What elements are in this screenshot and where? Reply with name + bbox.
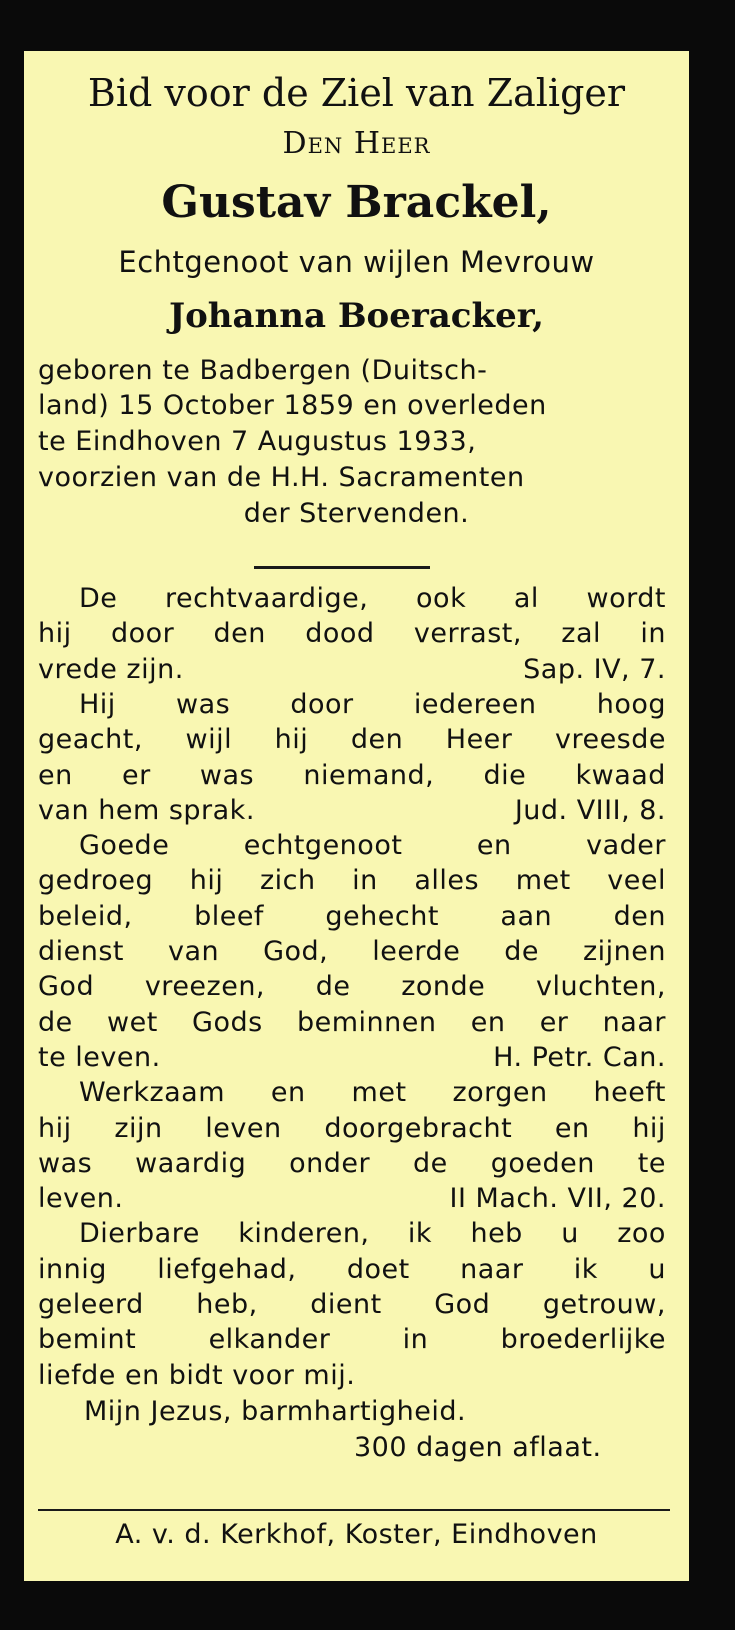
verse-word: geacht, <box>38 724 143 756</box>
verse-line <box>38 936 666 967</box>
verse-word: Hij <box>79 688 116 720</box>
verse-word: was <box>175 688 231 720</box>
deceased-name: Gustav Brackel, <box>161 177 552 228</box>
verse-word: Dierbare <box>79 1218 200 1250</box>
verse-word: geleerd <box>38 1289 144 1320</box>
verse-line <box>38 1148 666 1179</box>
verse-line <box>38 865 666 896</box>
verse-line <box>38 901 666 932</box>
verse-text: leven. <box>38 1183 124 1215</box>
verse-word: vreesde <box>554 724 666 756</box>
verse-word: ik <box>573 1253 598 1285</box>
verse-word: Goede <box>79 830 170 862</box>
verse-word: leerde <box>372 936 461 967</box>
verse-word: den <box>213 618 266 650</box>
verse-text: liefde en bidt voor mij. <box>38 1359 356 1391</box>
verse-word: bemint <box>38 1324 137 1356</box>
verse-word: kwaad <box>575 759 666 791</box>
verse-word: verrast, <box>413 618 522 650</box>
verse-word: er <box>539 1006 569 1038</box>
verse-word: en <box>270 1077 306 1109</box>
verse-word: broederlijke <box>500 1324 666 1356</box>
verse-word: God <box>38 971 95 1003</box>
verse-word: God, <box>263 936 329 967</box>
verse-word: hoog <box>596 688 666 720</box>
verse-text: te leven. <box>38 1041 161 1073</box>
verse-word: was <box>199 759 255 791</box>
verse-word: was <box>38 1147 93 1179</box>
verse-word: hij <box>38 1112 72 1144</box>
verse-word: door <box>110 618 175 650</box>
verse-line <box>38 1360 666 1391</box>
divider-rule <box>254 566 430 569</box>
verse-word: heb, <box>196 1289 258 1320</box>
verse-word: gehecht <box>325 900 439 932</box>
verse-reference: Jud. VIII, 8. <box>514 794 666 826</box>
verse-word: te <box>637 1147 666 1179</box>
verse-line <box>38 1007 666 1038</box>
verse-word: de <box>413 1147 448 1179</box>
verse-line <box>38 654 666 685</box>
verse-word: en <box>476 830 512 862</box>
verse-word: hij <box>38 618 72 650</box>
verse-word: zijn <box>114 1112 163 1144</box>
verse-word: heeft <box>593 1077 666 1109</box>
verse-word: leven <box>205 1112 282 1144</box>
verse-word: zijnen <box>582 936 666 967</box>
verse-word: hij <box>274 724 309 756</box>
printer-credit: A. v. d. Kerkhof, Koster, Eindhoven <box>115 1519 598 1550</box>
prayer-line: Mijn Jezus, barmhartigheid. <box>84 1396 467 1427</box>
verse-word: liefgehad, <box>157 1253 297 1285</box>
spouse-name: Johanna Boeracker, <box>169 296 544 336</box>
verse-word: alles <box>414 865 480 897</box>
verse-line <box>79 689 666 720</box>
verse-word: in <box>352 865 378 897</box>
verse-reference: H. Petr. Can. <box>493 1041 666 1073</box>
verse-word: veel <box>607 865 666 897</box>
verse-word: wijl <box>185 724 233 756</box>
verse-word: wet <box>107 1006 158 1038</box>
verse-word: kinderen, <box>238 1218 370 1250</box>
verse-word: ook <box>416 583 467 614</box>
verse-word: Werkzaam <box>79 1077 226 1109</box>
verse-word: met <box>351 1077 407 1109</box>
verse-word: zonde <box>401 971 486 1003</box>
verse-word: van <box>167 936 220 967</box>
verse-line <box>79 583 666 614</box>
verse-reference: II Mach. VII, 20. <box>449 1183 666 1215</box>
verse-word: de <box>504 936 540 967</box>
verse-line <box>79 1077 666 1108</box>
verse-line <box>38 760 666 791</box>
verse-word: met <box>515 865 571 897</box>
verse-word: in <box>640 618 666 650</box>
verse-line <box>38 1042 666 1073</box>
verse-line <box>79 1218 666 1249</box>
verse-word: beminnen <box>296 1006 437 1038</box>
verse-word: Heer <box>445 724 513 756</box>
verse-word: doet <box>346 1253 410 1285</box>
indulgence-line: 300 dagen aflaat. <box>354 1432 602 1463</box>
verse-word: aan <box>500 900 553 932</box>
verse-word: heb <box>470 1218 523 1250</box>
verse-line <box>38 1183 666 1214</box>
spouse-intro: Echtgenoot van wijlen Mevrouw <box>118 245 595 279</box>
invocation-line: Bid voor de Ziel van Zaliger <box>87 71 626 115</box>
verse-word: gedroeg <box>38 865 154 897</box>
verse-word: bleef <box>194 900 264 932</box>
verse-line <box>38 1289 666 1320</box>
verse-line <box>38 1113 666 1144</box>
verse-word: niemand, <box>303 759 435 791</box>
verse-line <box>38 795 666 826</box>
info-line-3: te Eindhoven 7 Augustus 1933, <box>38 426 477 457</box>
verse-word: en <box>38 759 73 791</box>
verse-word: zal <box>561 618 602 650</box>
verse-line <box>38 1254 666 1285</box>
verse-word: en <box>554 1112 590 1144</box>
info-line-1: geboren te Badbergen (Duitsch- <box>38 355 488 386</box>
verse-word: vader <box>586 830 666 862</box>
verse-word: vluchten, <box>536 971 666 1003</box>
verse-word: rechtvaardige, <box>165 583 369 614</box>
verse-word: door <box>290 688 354 720</box>
verse-word: vreezen, <box>144 971 266 1003</box>
verse-word: doorgebracht <box>324 1112 513 1144</box>
verse-word: wordt <box>586 583 666 614</box>
verse-word: hij <box>189 865 224 897</box>
verse-word: zorgen <box>452 1077 548 1109</box>
verse-text: van hem sprak. <box>38 794 255 826</box>
title-den-heer: Den Heer <box>282 126 431 161</box>
verse-line <box>38 1324 666 1355</box>
verse-text: vrede zijn. <box>38 653 184 685</box>
verse-word: al <box>513 583 539 614</box>
verse-word: God <box>434 1289 491 1320</box>
verse-word: er <box>121 759 151 791</box>
verse-word: u <box>561 1218 579 1250</box>
verse-reference: Sap. IV, 7. <box>523 653 666 685</box>
verse-word: zich <box>259 865 316 897</box>
verse-word: naar <box>460 1253 524 1285</box>
verse-word: ik <box>407 1218 433 1250</box>
verse-word: zoo <box>617 1218 666 1250</box>
verse-word: dood <box>305 618 375 650</box>
verse-word: hij <box>632 1112 666 1144</box>
verse-word: en <box>470 1006 506 1038</box>
verse-word: getrouw, <box>542 1289 666 1320</box>
verse-word: beleid, <box>38 900 133 932</box>
verse-word: iedereen <box>413 688 537 720</box>
verse-word: dienst <box>38 936 125 967</box>
verse-word: in <box>402 1324 429 1356</box>
info-line-5: der Stervenden. <box>243 498 470 529</box>
verse-word: De <box>79 583 118 614</box>
verse-word: u <box>648 1253 666 1285</box>
verse-line <box>38 618 666 649</box>
verse-word: den <box>613 900 666 932</box>
verse-word: de <box>38 1006 73 1038</box>
verse-word: echtgenoot <box>243 830 403 862</box>
verse-word: onder <box>289 1147 371 1179</box>
verse-line <box>79 830 666 861</box>
footer-rule <box>38 1509 670 1511</box>
verse-word: innig <box>38 1253 107 1285</box>
info-line-2: land) 15 October 1859 en overleden <box>38 390 547 421</box>
info-line-4: voorzien van de H.H. Sacramenten <box>38 462 525 493</box>
verse-line <box>38 724 666 755</box>
verse-word: naar <box>602 1006 666 1038</box>
verse-word: den <box>350 724 404 756</box>
verse-word: die <box>483 759 527 791</box>
verse-line <box>38 971 666 1002</box>
memorial-card <box>24 51 689 1581</box>
verse-word: waardig <box>135 1147 247 1179</box>
verse-word: Gods <box>192 1006 263 1038</box>
verse-word: elkander <box>208 1324 331 1356</box>
verse-word: de <box>315 971 351 1003</box>
verse-word: goeden <box>490 1147 595 1179</box>
verse-word: dient <box>310 1289 382 1320</box>
